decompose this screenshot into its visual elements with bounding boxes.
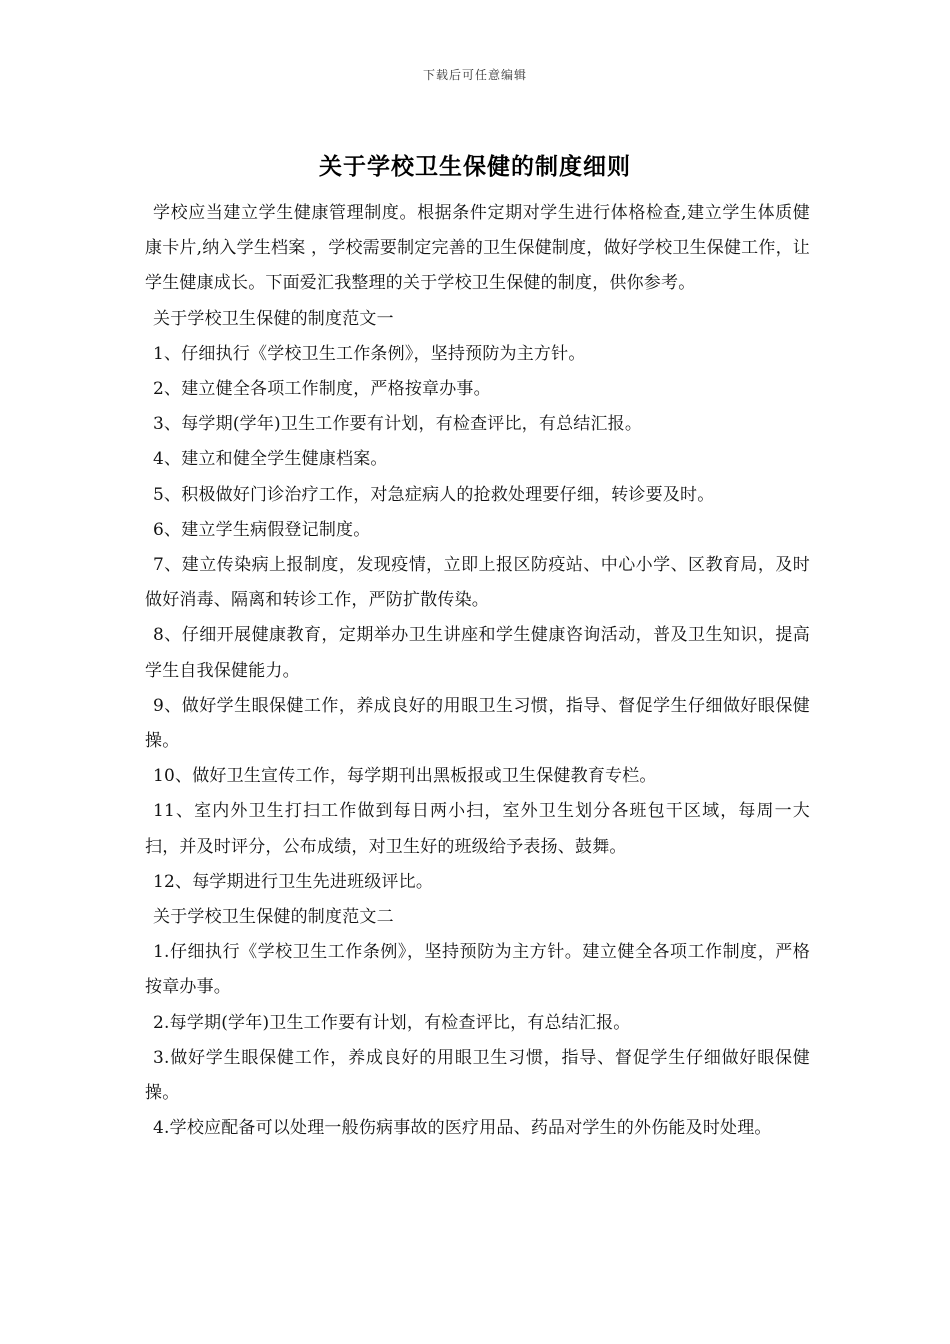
list-item: 3.做好学生眼保健工作，养成良好的用眼卫生习惯，指导、督促学生仔细做好眼保健操。 bbox=[145, 1047, 810, 1104]
document-body bbox=[145, 196, 810, 1146]
list-item: 11、室内外卫生打扫工作做到每日两小扫，室外卫生划分各班包干区域，每周一大扫，并及时评分，公布成绩，对卫生好的班级给予表扬、鼓舞。 bbox=[145, 801, 810, 857]
list-item: 2.每学期(学年)卫生工作要有计划，有检查评比，有总结汇报。 bbox=[153, 1012, 631, 1033]
list-item: 7、建立传染病上报制度，发现疫情，立即上报区防疫站、中心小学、区教育局，及时做好消毒、隔离和转诊工作，严防扩散传染。 bbox=[145, 555, 810, 611]
list-item: 8、仔细开展健康教育，定期举办卫生讲座和学生健康咨询活动，普及卫生知识，提高学生自我保健能力。 bbox=[145, 625, 810, 681]
list-item: 1、仔细执行《学校卫生工作条例》，坚持预防为主方针。 bbox=[153, 343, 586, 364]
section-heading-1: 关于学校卫生保健的制度范文一 bbox=[153, 308, 394, 329]
list-item: 1.仔细执行《学校卫生工作条例》，坚持预防为主方针。建立健全各项工作制度，严格按章办事。 bbox=[145, 942, 810, 998]
intro-paragraph: 学校应当建立学生健康管理制度。根据条件定期对学生进行体格检查,建立学生体质健康卡片,纳入学生档案 ，学校需要制定完善的卫生保健制度，做好学校卫生保健工作，让学生健康成长。下面爱汇我整理的关于学校卫生保健的制度，供你参考。 bbox=[145, 203, 810, 294]
list-item: 4.学校应配备可以处理一般伤病事故的医疗用品、药品对学生的外伤能及时处理。 bbox=[153, 1118, 772, 1139]
document-title: 关于学校卫生保健的制度细则 bbox=[319, 154, 631, 180]
list-item: 9、做好学生眼保健工作，养成良好的用眼卫生习惯，指导、督促学生仔细做好眼保健操。 bbox=[145, 695, 810, 752]
list-item: 5、积极做好门诊治疗工作，对急症病人的抢救处理要仔细，转诊要及时。 bbox=[153, 484, 715, 505]
list-item: 10、做好卫生宣传工作，每学期刊出黑板报或卫生保健教育专栏。 bbox=[153, 766, 657, 787]
list-item: 12、每学期进行卫生先进班级评比。 bbox=[153, 871, 434, 892]
list-item: 4、建立和健全学生健康档案。 bbox=[153, 449, 388, 470]
list-item: 6、建立学生病假登记制度。 bbox=[153, 519, 371, 540]
header-note: 下载后可任意编辑 bbox=[422, 68, 527, 82]
list-item: 3、每学期(学年)卫生工作要有计划，有检查评比，有总结汇报。 bbox=[153, 414, 643, 435]
section-heading-2: 关于学校卫生保健的制度范文二 bbox=[153, 907, 394, 928]
list-item: 2、建立健全各项工作制度，严格按章办事。 bbox=[153, 379, 491, 400]
